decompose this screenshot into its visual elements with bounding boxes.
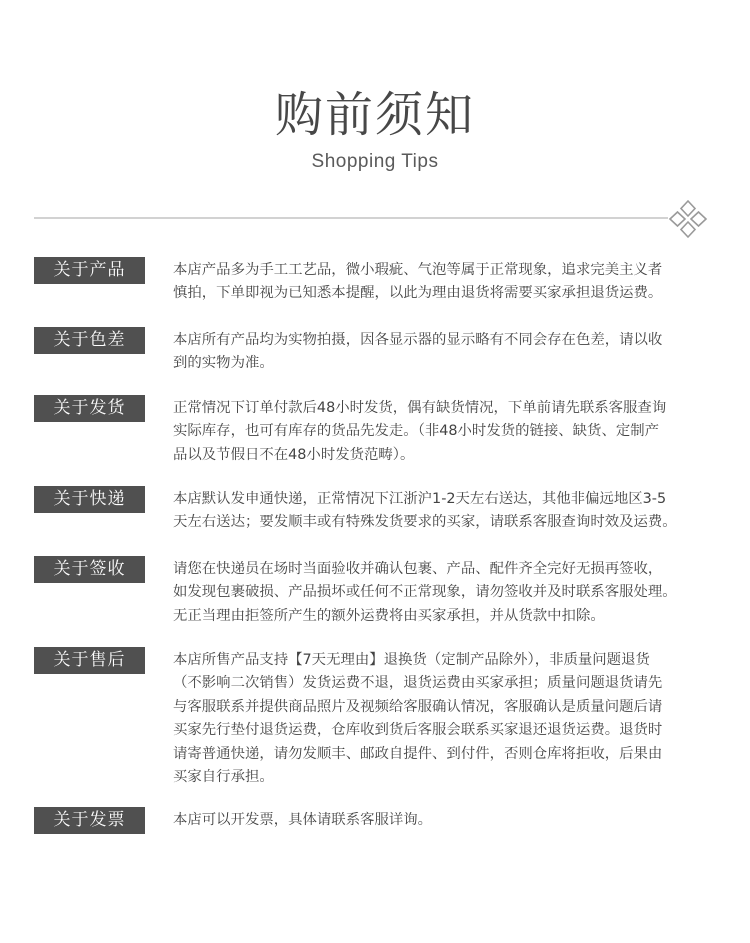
text-line: 请寄普通快递，请勿发顺丰、邮政自提件、到付件，否则仓库将拒收，后果由 <box>173 745 663 762</box>
text-line: 天左右送达；要发顺丰或有特殊发货要求的买家，请联系客服查询时效及运费。 <box>173 514 677 531</box>
section-label: 关于色差 <box>34 327 145 354</box>
text-line: 本店默认发申通快递，正常情况下江浙沪1-2天左右送达，其他非偏远地区3-5 <box>173 491 667 507</box>
section-label: 关于售后 <box>34 647 145 674</box>
text-line: 如发现包裹破损、产品损坏或任何不正常现象，请勿签收并及时联系客服处理。 <box>173 584 677 601</box>
text-line: 品以及节假日不在48小时发货范畴）。 <box>173 446 415 463</box>
text-line: （不影响二次销售）发货运费不退，退货运费由买家承担；质量问题退货请先 <box>173 675 663 692</box>
text-line: 本店所有产品均为实物拍摄，因各显示器的显示略有不同会存在色差，请以收 <box>173 332 663 348</box>
text-line: 买家自行承担。 <box>173 769 274 786</box>
section-text <box>173 558 725 628</box>
text-line: 到的实物为准。 <box>173 355 274 372</box>
section-label: 关于产品 <box>34 257 145 284</box>
section-label: 关于发货 <box>34 395 145 422</box>
section-label: 关于快递 <box>34 486 145 513</box>
diamond-flourish-icon <box>668 199 708 239</box>
section-label: 关于签收 <box>34 556 145 583</box>
text-line: 本店产品多为手工工艺品，微小瑕疵、气泡等属于正常现象，追求完美主义者 <box>173 262 663 278</box>
text-line: 本店可以开发票，具体请联系客服详询。 <box>173 812 433 828</box>
section-text <box>173 649 725 789</box>
page-title: 购前须知 <box>274 87 475 143</box>
text-line: 买家先行垫付退货运费，仓库收到货后客服会联系买家退还退货运费。退货时 <box>173 722 663 739</box>
section-label: 关于发票 <box>34 807 145 834</box>
header-divider <box>34 217 668 219</box>
text-line: 实际库存，也可有库存的货品先发走。（非48小时发货的链接、缺货、定制产 <box>173 423 660 440</box>
page-subtitle: Shopping Tips <box>311 151 439 172</box>
text-line: 无正当理由拒签所产生的额外运费将由买家承担，并从货款中扣除。 <box>173 607 605 624</box>
text-line: 与客服联系并提供商品照片及视频给客服确认情况，客服确认是质量问题后请 <box>173 698 663 715</box>
text-line: 本店所售产品支持【7天无理由】退换货（定制产品除外），非质量问题退货 <box>173 652 650 668</box>
section-text <box>173 329 725 376</box>
text-line: 请您在快递员在场时当面验收并确认包裹、产品、配件齐全完好无损再签收， <box>173 561 663 577</box>
section-text <box>173 259 725 306</box>
section-text <box>173 397 725 467</box>
text-line: 正常情况下订单付款后48小时发货，偶有缺货情况，下单前请先联系客服查询 <box>173 400 667 416</box>
section-text <box>173 809 725 832</box>
text-line: 慎拍，下单即视为已知悉本提醒，以此为理由退货将需要买家承担退货运费。 <box>173 285 663 302</box>
section-text <box>173 488 725 535</box>
